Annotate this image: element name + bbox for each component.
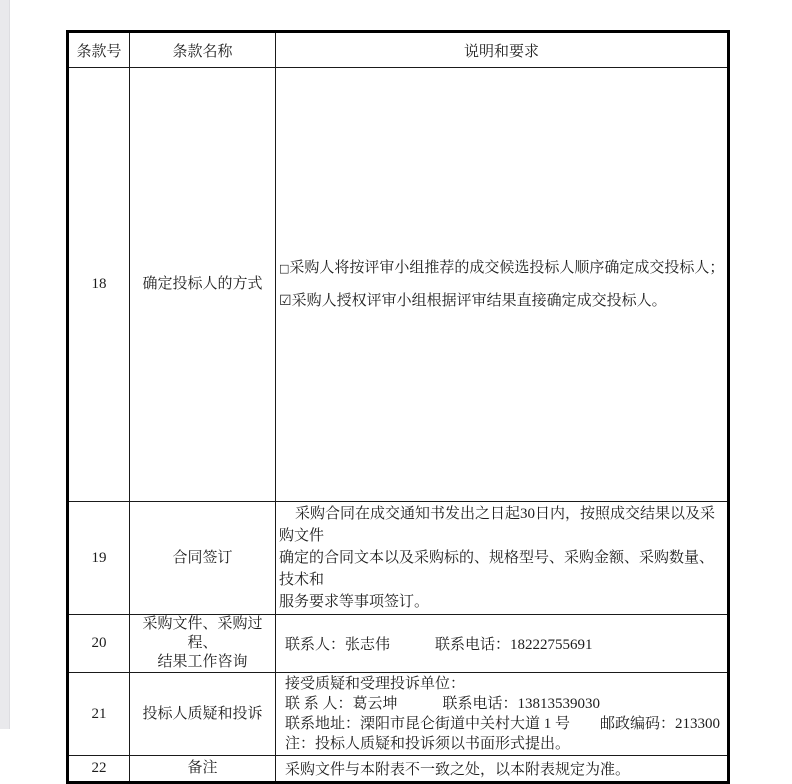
desc-line: 注：投标人质疑和投诉须以书面形式提出。 xyxy=(285,736,571,752)
clauses-table xyxy=(66,30,730,784)
clause-desc-cell: 联系人：张志伟 联系电话：18222755691 xyxy=(276,615,729,673)
option-text: 采购人将按评审小组推荐的成交候选投标人顺序确定成交投标人； xyxy=(289,259,725,276)
desc-line: 服务要求等事项签订。 xyxy=(279,594,430,610)
checkbox-checked-icon: ☑ xyxy=(279,292,292,309)
clause-name: 合同签订 xyxy=(130,502,276,615)
clause-no: 19 xyxy=(68,502,130,615)
header-clause-desc: 说明和要求 xyxy=(276,32,729,68)
clause-no: 20 xyxy=(68,615,130,673)
clause-name xyxy=(130,615,276,673)
header-clause-no: 条款号 xyxy=(68,32,130,68)
clause-desc-cell xyxy=(276,68,729,502)
clause-name: 确定投标人的方式 xyxy=(130,68,276,502)
table-row xyxy=(68,756,729,783)
desc-line: 采购合同在成交通知书发出之日起30日内，按照成交结果以及采购文件 xyxy=(279,506,716,544)
clause-desc-cell xyxy=(276,673,729,756)
clause-desc-cell: 采购文件与本附表不一致之处，以本附表规定为准。 xyxy=(276,756,729,783)
option-list xyxy=(279,260,727,310)
clause-desc-cell xyxy=(276,502,729,615)
desc-line: 确定的合同文本以及采购标的、规格型号、采购金额、采购数量、技术和 xyxy=(279,550,715,588)
clause-name-line: 采购文件、采购过程、 xyxy=(142,616,263,651)
viewer-left-edge xyxy=(0,0,10,729)
table-row xyxy=(68,673,729,756)
clause-no: 21 xyxy=(68,673,130,756)
clause-name-line: 结果工作咨询 xyxy=(157,654,248,670)
clause-no: 18 xyxy=(68,68,130,502)
clause-name: 投标人质疑和投诉 xyxy=(130,673,276,756)
option-text: 采购人授权评审小组根据评审结果直接确定成交投标人。 xyxy=(291,292,667,309)
checkbox-unchecked-icon: □ xyxy=(279,261,290,275)
desc-line: 联 系 人：葛云坤 联系电话：13813539030 xyxy=(285,696,601,712)
option-checked xyxy=(279,293,727,310)
desc-line: 联系地址：溧阳市昆仑街道中关村大道 1 号 邮政编码：213300 xyxy=(285,716,721,732)
table-row xyxy=(68,502,729,615)
desc-line: 接受质疑和受理投诉单位： xyxy=(285,676,466,692)
clause-name: 备注 xyxy=(130,756,276,783)
header-clause-name: 条款名称 xyxy=(130,32,276,68)
option-unchecked xyxy=(279,260,727,277)
clause-no: 22 xyxy=(68,756,130,783)
table-header-row xyxy=(68,32,729,68)
table-row xyxy=(68,68,729,502)
table-row xyxy=(68,615,729,673)
